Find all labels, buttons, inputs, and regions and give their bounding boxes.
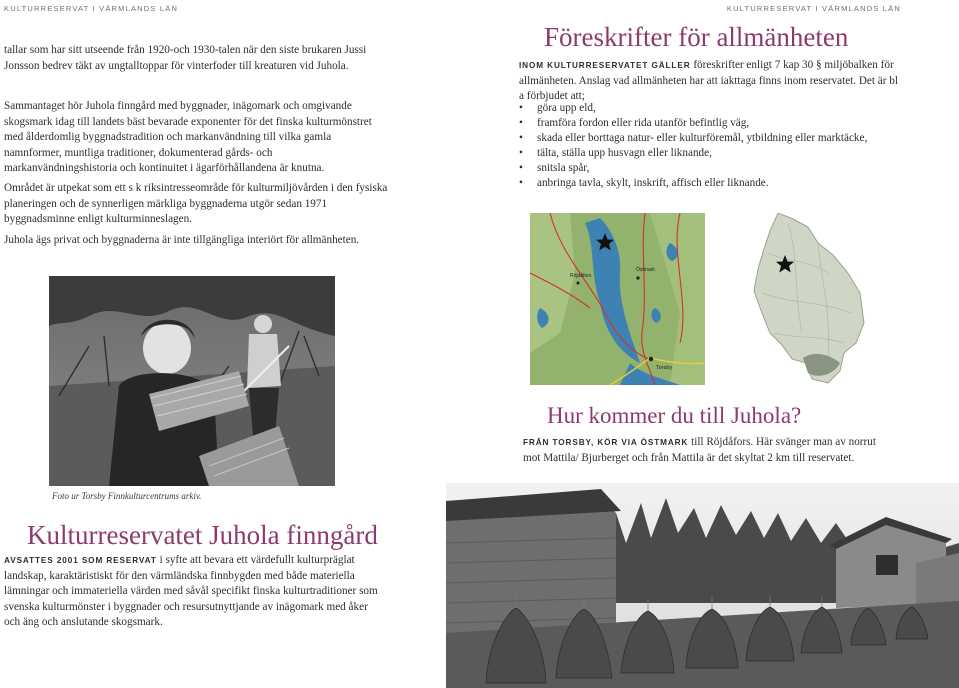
foreskrifter-text: föreskrifter enligt 7 kap 30 § miljöbalken för allmänheten. Anslag vad allmänheten har att iakttaga finns inom reservatet. Det är bl a förbjudet att; <box>519 59 898 103</box>
list-item: • skada eller borttaga natur- eller kulturföremål, ytbildning eller marktäcke, <box>517 131 907 146</box>
running-header-right: KULTURRESERVAT I VÄRMLANDS LÄN <box>726 4 901 13</box>
running-header-left: KULTURRESERVAT I VÄRMLANDS LÄN <box>4 4 179 13</box>
foreskrifter-lead: INOM KULTURRESERVATET GÄLLER <box>519 61 691 70</box>
reservat-title: Kulturreservatet Juhola finngård <box>27 520 378 550</box>
directions-paragraph <box>523 435 881 466</box>
prohibited-list <box>517 101 907 190</box>
county-locator-map <box>748 213 868 385</box>
reservat-text: i syfte att bevara ett värdefullt kulturpräglat landskap, karaktäristiskt för den värmländska finnbygden med både materiella lämningar och immateriella värden med såvål specifikt finska kulturtraditioner som svenska kulturmönster i byggnader och resursutnyttjande av inägomark med åker och äng och anslutande skogsmark. <box>4 554 378 629</box>
reservat-paragraph <box>4 553 382 631</box>
directions-text: till Röjdåfors. Här svänger man av norrut mot Mattila/ Bjurberget och från Mattila är det skyltat 2 km till reservatet. <box>523 436 876 464</box>
ownership-paragraph: Juhola ägs privat och byggnaderna är inte tillgängliga interiört för allmänheten. <box>4 234 360 246</box>
riksintresse-paragraph: Området är utpekat som ett s k riksintresseområde för kulturmiljövården i den fysiska planeringen och de synnerligen märkliga byggnaderna utgör sedan 1971 byggnadsminne enligt kulturminneslagen. <box>4 182 388 226</box>
road-map <box>530 213 705 385</box>
foreskrifter-title: Föreskrifter för allmänheten <box>544 22 849 52</box>
map-label-ostmark: Östmark <box>636 267 655 273</box>
list-item: • framföra fordon eller rida utanför befintlig väg, <box>517 116 907 131</box>
map-label-torsby: Torsby <box>656 365 673 371</box>
directions-lead: FRÅN TORSBY, KÖR VIA ÖSTMARK <box>523 438 689 447</box>
photo-caption: Foto ur Torsby Finnkulturcentrums arkiv. <box>52 491 202 501</box>
intro-paragraph: tallar som har sitt utseende från 1920-och 1930-talen när den siste brukaren Jussi Jonsson bedrev täkt av ungtalltoppar för vinterfoder till kreaturen vid Juhola. <box>4 44 367 72</box>
hay-stacks-farm-photo <box>446 483 959 688</box>
list-item: • snitsla spår, <box>517 161 907 176</box>
history-paragraph: Sammantaget hör Juhola finngård med byggnader, inägomark och omgivande skogsmark idag till landets bäst bevarade exponenter för det finska kulturmönstret med ålderdomlig byggnadstradition och markanvändning till vilka gamla namnformer, muntliga traditioner, dokumenterad gårds- och markanvändningshistoria och kontinuitet i ägarförhållandena är knutna. <box>4 100 372 175</box>
historical-haymaking-photo <box>49 276 335 486</box>
list-item: • anbringa tavla, skylt, inskrift, affisch eller liknande. <box>517 176 907 191</box>
map-label-rojdafors: Röjdåfors <box>570 273 592 279</box>
directions-title: Hur kommer du till Juhola? <box>547 403 802 428</box>
list-item: • tälta, ställa upp husvagn eller liknande, <box>517 146 907 161</box>
reservat-lead: AVSATTES 2001 SOM RESERVAT <box>4 556 157 565</box>
foreskrifter-paragraph <box>519 58 901 105</box>
list-item: • göra upp eld, <box>517 101 907 116</box>
